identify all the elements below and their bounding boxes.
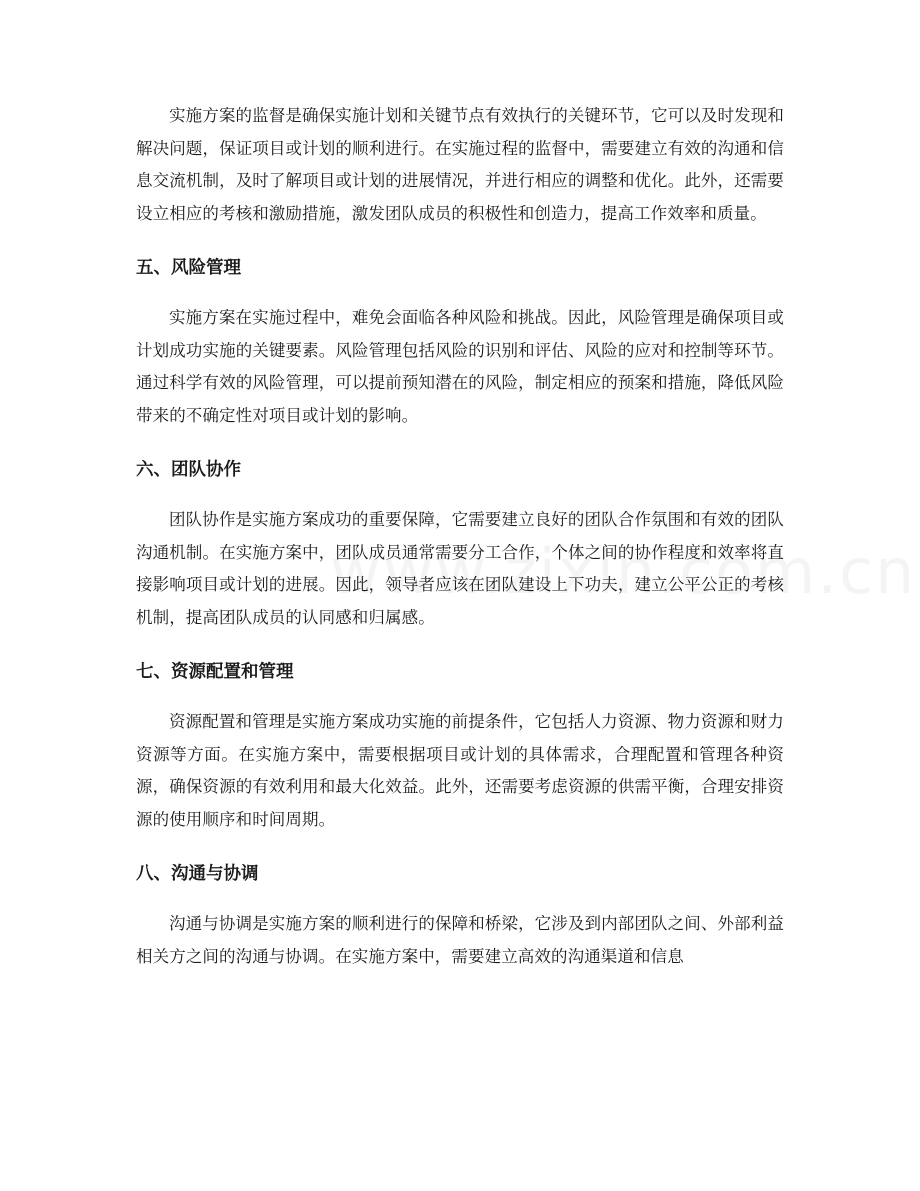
- section-paragraph-communication: 沟通与协调是实施方案的顺利进行的保障和桥梁，它涉及到内部团队之间、外部利益相关方之间的沟通与协调。在实施方案中，需要建立高效的沟通渠道和信息: [136, 914, 784, 966]
- section-heading-team-collaboration: 六、团队协作: [136, 460, 241, 480]
- section-paragraph-risk-management: 实施方案在实施过程中，难免会面临各种风险和挑战。因此，风险管理是确保项目或计划成功实施的关键要素。风险管理包括风险的识别和评估、风险的应对和控制等环节。通过科学有效的风险管理，可以提前预知潜在的风险，制定相应的预案和措施，降低风险带来的不确定性对项目或计划的影响。: [136, 308, 784, 425]
- section-heading-communication: 八、沟通与协调: [136, 864, 259, 884]
- section-paragraph-team-collaboration: 团队协作是实施方案成功的重要保障，它需要建立良好的团队合作氛围和有效的团队沟通机制。在实施方案中，团队成员通常需要分工合作，个体之间的协作程度和效率将直接影响项目或计划的进展。因此，领导者应该在团队建设上下功夫，建立公平公正的考核机制，提高团队成员的认同感和归属感。: [136, 510, 784, 627]
- section-heading-risk-management: 五、风险管理: [136, 258, 241, 278]
- document-body: [136, 100, 784, 973]
- intro-paragraph: 实施方案的监督是确保实施计划和关键节点有效执行的关键环节，它可以及时发现和解决问题，保证项目或计划的顺利进行。在实施过程的监督中，需要建立有效的沟通和信息交流机制，及时了解项目或计划的进展情况，并进行相应的调整和优化。此外，还需要设立相应的考核和激励措施，激发团队成员的积极性和创造力，提高工作效率和质量。: [136, 106, 784, 223]
- section-paragraph-resource-management: 资源配置和管理是实施方案成功实施的前提条件，它包括人力资源、物力资源和财力资源等方面。在实施方案中，需要根据项目或计划的具体需求，合理配置和管理各种资源，确保资源的有效利用和最大化效益。此外，还需要考虑资源的供需平衡，合理安排资源的使用顺序和时间周期。: [136, 712, 784, 829]
- section-heading-resource-management: 七、资源配置和管理: [136, 662, 294, 682]
